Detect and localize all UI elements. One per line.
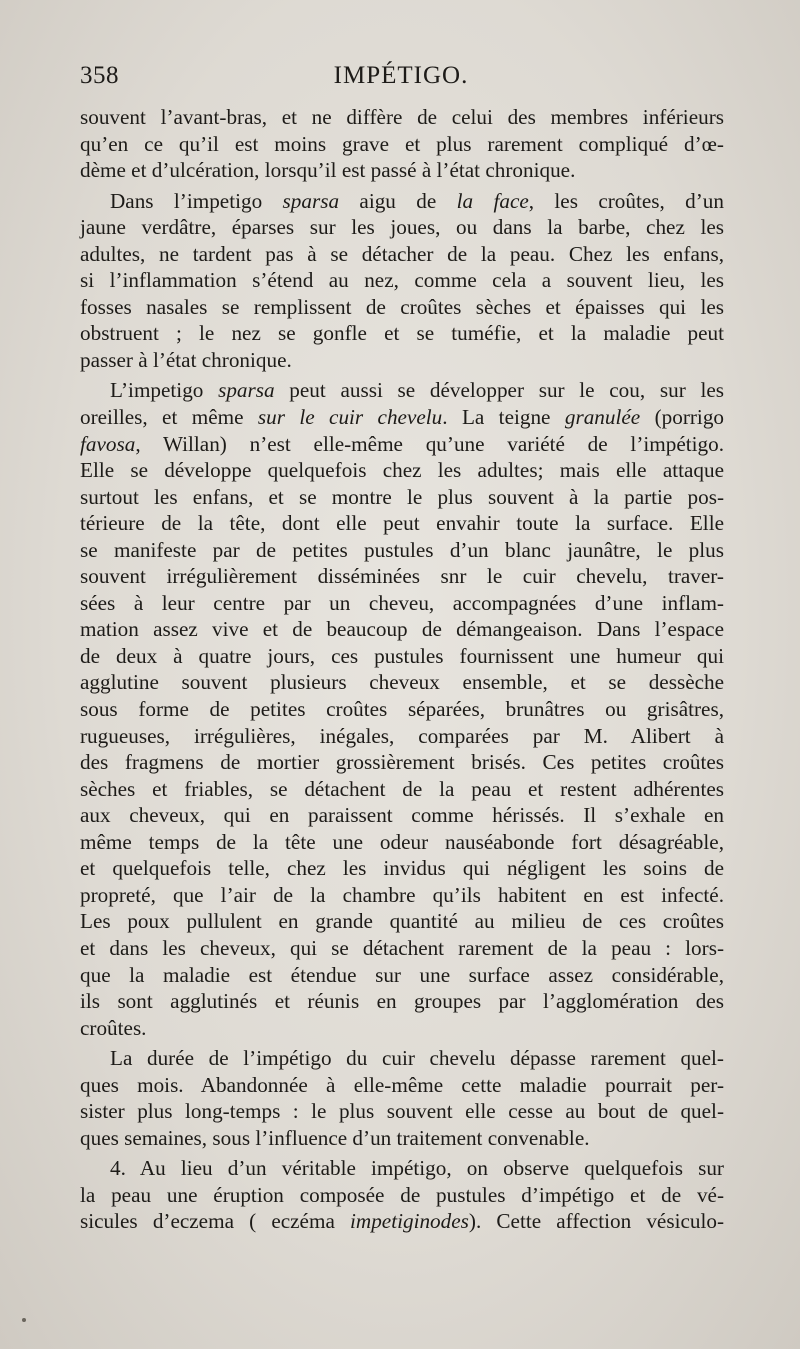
- text-line: aux cheveux, qui en paraissent comme hérissés. Il s’exhale en: [80, 803, 724, 828]
- text-line: sèches et friables, se détachent de la peau et restent adhérentes: [80, 776, 724, 801]
- running-title: IMPÉTIGO.: [333, 62, 469, 89]
- text-line: croûtes.: [80, 1015, 147, 1040]
- body-text: [80, 104, 724, 1235]
- text-line: sicules d’eczema ( eczéma impetiginodes). Cette affection vésiculo-: [80, 1209, 724, 1234]
- text-line: jaune verdâtre, éparses sur les joues, ou dans la barbe, chez les: [80, 215, 724, 240]
- text-line: sister plus long-temps : le plus souvent elle cesse au bout de quel-: [80, 1099, 724, 1124]
- text-line: L’impetigo sparsa peut aussi se développer sur le cou, sur les: [110, 378, 724, 403]
- text-line: Dans l’impetigo sparsa aigu de la face, les croûtes, d’un: [110, 188, 724, 213]
- text-line: 4. Au lieu d’un véritable impétigo, on observe quelquefois sur: [110, 1156, 724, 1181]
- text-line: surtout les enfans, et se montre le plus souvent à la partie pos-: [80, 484, 724, 509]
- text-line: sous forme de petites croûtes séparées, brunâtres ou grisâtres,: [80, 697, 724, 722]
- text-line: adultes, ne tardent pas à se détacher de la peau. Chez les enfans,: [80, 241, 724, 266]
- text-line: de deux à quatre jours, ces pustules fournissent une humeur qui: [80, 643, 724, 668]
- text-line: la peau une éruption composée de pustules d’impétigo et de vé-: [80, 1182, 724, 1207]
- text-line: que la maladie est étendue sur une surface assez considérable,: [80, 962, 724, 987]
- text-line: ques mois. Abandonnée à elle-même cette maladie pourrait per-: [80, 1072, 724, 1097]
- text-line: souvent l’avant-bras, et ne diffère de celui des membres inférieurs: [80, 105, 724, 129]
- text-line: rugueuses, irrégulières, inégales, comparées par M. Alibert à: [80, 723, 724, 748]
- text-line: obstruent ; le nez se gonfle et se tuméfie, et la maladie peut: [80, 321, 724, 346]
- text-line: si l’inflammation s’étend au nez, comme cela a souvent lieu, les: [80, 268, 724, 293]
- text-line: sées à leur centre par un cheveu, accompagnées d’une inflam-: [80, 590, 724, 615]
- paragraph: [80, 377, 724, 1041]
- paragraph: [80, 104, 724, 184]
- text-line: fosses nasales se remplissent de croûtes sèches et épaisses qui les: [80, 294, 724, 319]
- page-header: [80, 62, 722, 102]
- text-line: Elle se développe quelquefois chez les adultes; mais elle attaque: [80, 458, 724, 483]
- text-line: La durée de l’impétigo du cuir chevelu dépasse rarement quel-: [110, 1046, 724, 1071]
- text-line: favosa, Willan) n’est elle-même qu’une variété de l’impétigo.: [80, 431, 724, 456]
- text-line: propreté, que l’air de la chambre qu’ils habitent en est infecté.: [80, 882, 724, 907]
- text-line: dème et d’ulcération, lorsqu’il est passé à l’état chronique.: [80, 158, 576, 183]
- text-line: oreilles, et même sur le cuir chevelu. La teigne granulée (porrigo: [80, 405, 725, 430]
- text-line: agglutine souvent plusieurs cheveux ensemble, et se dessèche: [80, 670, 724, 695]
- text-line: qu’en ce qu’il est moins grave et plus rarement compliqué d’œ-: [80, 131, 724, 156]
- paragraph: [80, 1045, 724, 1151]
- text-line: Les poux pullulent en grande quantité au milieu de ces croûtes: [80, 909, 724, 934]
- paragraph: [80, 1155, 724, 1235]
- page-number: 358: [80, 62, 119, 89]
- text-line: même temps de la tête une odeur nauséabonde fort désagréable,: [80, 829, 724, 854]
- text-line: souvent irrégulièrement disséminées snr le cuir chevelu, traver-: [80, 564, 724, 589]
- text-line: mation assez vive et de beaucoup de démangeaison. Dans l’espace: [80, 617, 724, 642]
- text-line: passer à l’état chronique.: [80, 347, 292, 372]
- text-line: ques semaines, sous l’influence d’un traitement convenable.: [80, 1125, 590, 1150]
- text-line: et dans les cheveux, qui se détachent rarement de la peau : lors-: [80, 935, 724, 960]
- text-line: des fragmens de mortier grossièrement brisés. Ces petites croûtes: [80, 750, 724, 775]
- text-line: ils sont agglutinés et réunis en groupes par l’agglomération des: [80, 989, 724, 1014]
- text-line: térieure de la tête, dont elle peut envahir toute la surface. Elle: [80, 511, 724, 536]
- paragraph: [80, 188, 724, 374]
- paper-speck: [22, 1318, 26, 1322]
- text-line: et quelquefois telle, chez les invidus qui négligent les soins de: [80, 856, 724, 881]
- text-line: se manifeste par de petites pustules d’un blanc jaunâtre, le plus: [80, 537, 724, 562]
